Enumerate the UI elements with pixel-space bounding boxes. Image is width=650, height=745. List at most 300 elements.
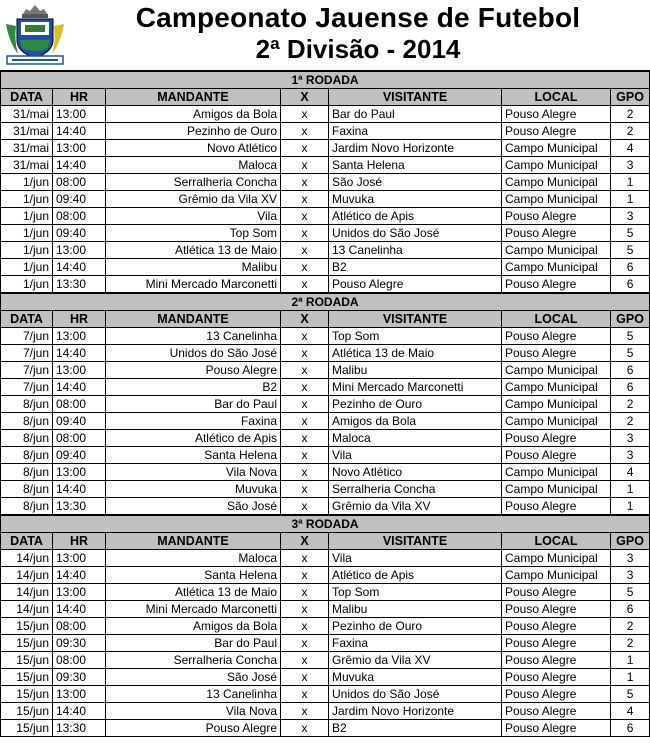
group-cell: 3 bbox=[611, 567, 650, 584]
group-cell: 1 bbox=[611, 498, 650, 516]
venue-cell: Campo Municipal bbox=[502, 259, 611, 276]
home-team-cell: Amigos da Bola bbox=[106, 618, 281, 635]
date-cell: 15/jun bbox=[1, 652, 53, 669]
venue-cell: Pouso Alegre bbox=[502, 652, 611, 669]
group-cell: 2 bbox=[611, 396, 650, 413]
group-cell: 2 bbox=[611, 106, 650, 123]
venue-cell: Campo Municipal bbox=[502, 481, 611, 498]
fixtures-table bbox=[0, 70, 650, 737]
versus-cell: x bbox=[281, 584, 329, 601]
group-cell: 1 bbox=[611, 669, 650, 686]
hour-cell: 08:00 bbox=[53, 652, 106, 669]
home-team-cell: Atlética 13 de Maio bbox=[106, 242, 281, 259]
home-team-cell: Atlético de Apis bbox=[106, 430, 281, 447]
date-cell: 8/jun bbox=[1, 430, 53, 447]
away-team-cell: Bar do Paul bbox=[329, 106, 502, 123]
group-cell: 6 bbox=[611, 601, 650, 618]
table-row bbox=[1, 686, 650, 703]
venue-cell: Campo Municipal bbox=[502, 362, 611, 379]
versus-cell: x bbox=[281, 720, 329, 737]
page-subtitle: 2ª Divisão - 2014 bbox=[255, 34, 461, 64]
column-header-group: GPO bbox=[611, 89, 650, 106]
versus-cell: x bbox=[281, 174, 329, 191]
versus-cell: x bbox=[281, 242, 329, 259]
group-cell: 3 bbox=[611, 208, 650, 225]
home-team-cell: Bar do Paul bbox=[106, 396, 281, 413]
away-team-cell: Pezinho de Ouro bbox=[329, 618, 502, 635]
group-cell: 6 bbox=[611, 720, 650, 737]
home-team-cell: Pouso Alegre bbox=[106, 720, 281, 737]
group-cell: 3 bbox=[611, 447, 650, 464]
column-header-venue: LOCAL bbox=[502, 89, 611, 106]
away-team-cell: Atlética 13 de Maio bbox=[329, 345, 502, 362]
table-row bbox=[1, 106, 650, 123]
hour-cell: 13:00 bbox=[53, 686, 106, 703]
home-team-cell: Unidos do São José bbox=[106, 345, 281, 362]
venue-cell: Pouso Alegre bbox=[502, 208, 611, 225]
venue-cell: Campo Municipal bbox=[502, 567, 611, 584]
home-team-cell: Vila Nova bbox=[106, 464, 281, 481]
venue-cell: Pouso Alegre bbox=[502, 345, 611, 362]
away-team-cell: Top Som bbox=[329, 328, 502, 345]
table-row bbox=[1, 635, 650, 652]
away-team-cell: Maloca bbox=[329, 430, 502, 447]
column-header-date: DATA bbox=[1, 533, 53, 550]
hour-cell: 09:40 bbox=[53, 191, 106, 208]
column-header-hour: HR bbox=[53, 311, 106, 328]
hour-cell: 14:40 bbox=[53, 481, 106, 498]
table-row bbox=[1, 379, 650, 396]
group-cell: 5 bbox=[611, 584, 650, 601]
versus-cell: x bbox=[281, 259, 329, 276]
table-row bbox=[1, 328, 650, 345]
column-header-away-team: VISITANTE bbox=[329, 311, 502, 328]
hour-cell: 14:40 bbox=[53, 259, 106, 276]
versus-cell: x bbox=[281, 123, 329, 140]
versus-cell: x bbox=[281, 652, 329, 669]
away-team-cell: Serralheria Concha bbox=[329, 481, 502, 498]
date-cell: 15/jun bbox=[1, 635, 53, 652]
versus-cell: x bbox=[281, 550, 329, 567]
date-cell: 1/jun bbox=[1, 208, 53, 225]
away-team-cell: Vila bbox=[329, 447, 502, 464]
versus-cell: x bbox=[281, 498, 329, 516]
city-crest-icon bbox=[4, 2, 66, 66]
away-team-cell: São José bbox=[329, 174, 502, 191]
hour-cell: 08:00 bbox=[53, 618, 106, 635]
away-team-cell: Atlético de Apis bbox=[329, 567, 502, 584]
group-cell: 2 bbox=[611, 618, 650, 635]
table-row bbox=[1, 584, 650, 601]
column-header-away-team: VISITANTE bbox=[329, 89, 502, 106]
column-header-group: GPO bbox=[611, 311, 650, 328]
table-row bbox=[1, 362, 650, 379]
venue-cell: Campo Municipal bbox=[502, 550, 611, 567]
venue-cell: Campo Municipal bbox=[502, 174, 611, 191]
date-cell: 14/jun bbox=[1, 601, 53, 618]
hour-cell: 14:40 bbox=[53, 379, 106, 396]
column-header-versus: X bbox=[281, 533, 329, 550]
table-row bbox=[1, 720, 650, 737]
page-title: Campeonato Jauense de Futebol bbox=[135, 2, 581, 33]
venue-cell: Pouso Alegre bbox=[502, 123, 611, 140]
group-cell: 1 bbox=[611, 174, 650, 191]
group-cell: 6 bbox=[611, 259, 650, 276]
table-row bbox=[1, 550, 650, 567]
date-cell: 31/mai bbox=[1, 106, 53, 123]
home-team-cell: Santa Helena bbox=[106, 447, 281, 464]
home-team-cell: São José bbox=[106, 498, 281, 516]
versus-cell: x bbox=[281, 225, 329, 242]
home-team-cell: Maloca bbox=[106, 550, 281, 567]
home-team-cell: São José bbox=[106, 669, 281, 686]
versus-cell: x bbox=[281, 396, 329, 413]
group-cell: 6 bbox=[611, 276, 650, 294]
date-cell: 31/mai bbox=[1, 140, 53, 157]
round-title: 2ª RODADA bbox=[1, 293, 650, 311]
group-cell: 5 bbox=[611, 686, 650, 703]
date-cell: 8/jun bbox=[1, 498, 53, 516]
away-team-cell: Jardim Novo Horizonte bbox=[329, 140, 502, 157]
versus-cell: x bbox=[281, 140, 329, 157]
date-cell: 14/jun bbox=[1, 550, 53, 567]
venue-cell: Campo Municipal bbox=[502, 413, 611, 430]
away-team-cell: Pezinho de Ouro bbox=[329, 396, 502, 413]
home-team-cell: Malibu bbox=[106, 259, 281, 276]
away-team-cell: Malibu bbox=[329, 601, 502, 618]
hour-cell: 13:00 bbox=[53, 550, 106, 567]
home-team-cell: Top Som bbox=[106, 225, 281, 242]
column-header-date: DATA bbox=[1, 311, 53, 328]
home-team-cell: Atlética 13 de Maio bbox=[106, 584, 281, 601]
table-row bbox=[1, 259, 650, 276]
away-team-cell: Amigos da Bola bbox=[329, 413, 502, 430]
venue-cell: Pouso Alegre bbox=[502, 430, 611, 447]
versus-cell: x bbox=[281, 379, 329, 396]
hour-cell: 08:00 bbox=[53, 208, 106, 225]
versus-cell: x bbox=[281, 447, 329, 464]
versus-cell: x bbox=[281, 328, 329, 345]
hour-cell: 13:00 bbox=[53, 362, 106, 379]
hour-cell: 13:00 bbox=[53, 328, 106, 345]
table-row bbox=[1, 225, 650, 242]
venue-cell: Pouso Alegre bbox=[502, 106, 611, 123]
table-row bbox=[1, 567, 650, 584]
venue-cell: Campo Municipal bbox=[502, 396, 611, 413]
versus-cell: x bbox=[281, 703, 329, 720]
hour-cell: 14:40 bbox=[53, 567, 106, 584]
away-team-cell: Vila bbox=[329, 550, 502, 567]
round-header bbox=[1, 71, 650, 89]
venue-cell: Pouso Alegre bbox=[502, 498, 611, 516]
hour-cell: 08:00 bbox=[53, 174, 106, 191]
venue-cell: Pouso Alegre bbox=[502, 328, 611, 345]
away-team-cell: Faxina bbox=[329, 123, 502, 140]
home-team-cell: Maloca bbox=[106, 157, 281, 174]
venue-cell: Campo Municipal bbox=[502, 140, 611, 157]
date-cell: 7/jun bbox=[1, 362, 53, 379]
versus-cell: x bbox=[281, 430, 329, 447]
hour-cell: 14:40 bbox=[53, 345, 106, 362]
home-team-cell: Bar do Paul bbox=[106, 635, 281, 652]
versus-cell: x bbox=[281, 106, 329, 123]
away-team-cell: Top Som bbox=[329, 584, 502, 601]
home-team-cell: Faxina bbox=[106, 413, 281, 430]
date-cell: 14/jun bbox=[1, 567, 53, 584]
versus-cell: x bbox=[281, 635, 329, 652]
versus-cell: x bbox=[281, 601, 329, 618]
hour-cell: 13:00 bbox=[53, 140, 106, 157]
hour-cell: 09:30 bbox=[53, 635, 106, 652]
venue-cell: Pouso Alegre bbox=[502, 601, 611, 618]
hour-cell: 13:00 bbox=[53, 242, 106, 259]
hour-cell: 09:40 bbox=[53, 225, 106, 242]
group-cell: 3 bbox=[611, 430, 650, 447]
table-row bbox=[1, 174, 650, 191]
away-team-cell: Faxina bbox=[329, 635, 502, 652]
table-row bbox=[1, 464, 650, 481]
away-team-cell: 13 Canelinha bbox=[329, 242, 502, 259]
home-team-cell: Amigos da Bola bbox=[106, 106, 281, 123]
hour-cell: 09:30 bbox=[53, 669, 106, 686]
away-team-cell: Novo Atlético bbox=[329, 464, 502, 481]
table-row bbox=[1, 208, 650, 225]
page-header bbox=[0, 0, 650, 70]
date-cell: 1/jun bbox=[1, 191, 53, 208]
date-cell: 8/jun bbox=[1, 447, 53, 464]
hour-cell: 13:00 bbox=[53, 584, 106, 601]
home-team-cell: 13 Canelinha bbox=[106, 686, 281, 703]
group-cell: 1 bbox=[611, 191, 650, 208]
column-header-row bbox=[1, 89, 650, 106]
column-header-home-team: MANDANTE bbox=[106, 311, 281, 328]
away-team-cell: Pouso Alegre bbox=[329, 276, 502, 294]
table-row bbox=[1, 447, 650, 464]
home-team-cell: Santa Helena bbox=[106, 567, 281, 584]
round-title: 3ª RODADA bbox=[1, 515, 650, 533]
home-team-cell: Mini Mercado Marconetti bbox=[106, 601, 281, 618]
group-cell: 6 bbox=[611, 362, 650, 379]
home-team-cell: Mini Mercado Marconetti bbox=[106, 276, 281, 294]
table-row bbox=[1, 157, 650, 174]
home-team-cell: Vila bbox=[106, 208, 281, 225]
group-cell: 5 bbox=[611, 225, 650, 242]
date-cell: 31/mai bbox=[1, 123, 53, 140]
hour-cell: 08:00 bbox=[53, 396, 106, 413]
column-header-hour: HR bbox=[53, 89, 106, 106]
table-row bbox=[1, 669, 650, 686]
hour-cell: 13:00 bbox=[53, 106, 106, 123]
table-row bbox=[1, 396, 650, 413]
hour-cell: 13:00 bbox=[53, 464, 106, 481]
column-header-row bbox=[1, 311, 650, 328]
table-row bbox=[1, 652, 650, 669]
column-header-row bbox=[1, 533, 650, 550]
versus-cell: x bbox=[281, 208, 329, 225]
group-cell: 5 bbox=[611, 242, 650, 259]
table-row bbox=[1, 345, 650, 362]
column-header-versus: X bbox=[281, 311, 329, 328]
date-cell: 1/jun bbox=[1, 259, 53, 276]
date-cell: 7/jun bbox=[1, 345, 53, 362]
date-cell: 15/jun bbox=[1, 618, 53, 635]
group-cell: 3 bbox=[611, 550, 650, 567]
home-team-cell: Pouso Alegre bbox=[106, 362, 281, 379]
venue-cell: Pouso Alegre bbox=[502, 225, 611, 242]
away-team-cell: B2 bbox=[329, 259, 502, 276]
venue-cell: Pouso Alegre bbox=[502, 669, 611, 686]
date-cell: 31/mai bbox=[1, 157, 53, 174]
home-team-cell: Pezinho de Ouro bbox=[106, 123, 281, 140]
fixtures-body bbox=[1, 71, 650, 737]
table-row bbox=[1, 276, 650, 294]
table-row bbox=[1, 140, 650, 157]
column-header-venue: LOCAL bbox=[502, 311, 611, 328]
away-team-cell: Jardim Novo Horizonte bbox=[329, 703, 502, 720]
group-cell: 1 bbox=[611, 481, 650, 498]
group-cell: 6 bbox=[611, 379, 650, 396]
round-header bbox=[1, 293, 650, 311]
group-cell: 1 bbox=[611, 652, 650, 669]
away-team-cell: Malibu bbox=[329, 362, 502, 379]
table-row bbox=[1, 703, 650, 720]
away-team-cell: Unidos do São José bbox=[329, 225, 502, 242]
home-team-cell: Serralheria Concha bbox=[106, 652, 281, 669]
column-header-versus: X bbox=[281, 89, 329, 106]
column-header-away-team: VISITANTE bbox=[329, 533, 502, 550]
home-team-cell: Vila Nova bbox=[106, 703, 281, 720]
table-row bbox=[1, 430, 650, 447]
group-cell: 5 bbox=[611, 328, 650, 345]
venue-cell: Pouso Alegre bbox=[502, 447, 611, 464]
column-header-home-team: MANDANTE bbox=[106, 89, 281, 106]
date-cell: 15/jun bbox=[1, 720, 53, 737]
date-cell: 7/jun bbox=[1, 379, 53, 396]
versus-cell: x bbox=[281, 464, 329, 481]
date-cell: 1/jun bbox=[1, 174, 53, 191]
venue-cell: Campo Municipal bbox=[502, 379, 611, 396]
away-team-cell: B2 bbox=[329, 720, 502, 737]
venue-cell: Pouso Alegre bbox=[502, 276, 611, 294]
column-header-hour: HR bbox=[53, 533, 106, 550]
versus-cell: x bbox=[281, 362, 329, 379]
group-cell: 2 bbox=[611, 635, 650, 652]
hour-cell: 08:00 bbox=[53, 430, 106, 447]
date-cell: 15/jun bbox=[1, 686, 53, 703]
away-team-cell: Mini Mercado Marconetti bbox=[329, 379, 502, 396]
date-cell: 7/jun bbox=[1, 328, 53, 345]
group-cell: 5 bbox=[611, 345, 650, 362]
hour-cell: 14:40 bbox=[53, 157, 106, 174]
hour-cell: 14:40 bbox=[53, 703, 106, 720]
date-cell: 8/jun bbox=[1, 481, 53, 498]
table-row bbox=[1, 498, 650, 516]
home-team-cell: Novo Atlético bbox=[106, 140, 281, 157]
versus-cell: x bbox=[281, 567, 329, 584]
versus-cell: x bbox=[281, 345, 329, 362]
venue-cell: Pouso Alegre bbox=[502, 703, 611, 720]
round-title: 1ª RODADA bbox=[1, 71, 650, 89]
date-cell: 1/jun bbox=[1, 225, 53, 242]
date-cell: 8/jun bbox=[1, 464, 53, 481]
venue-cell: Pouso Alegre bbox=[502, 618, 611, 635]
versus-cell: x bbox=[281, 413, 329, 430]
group-cell: 4 bbox=[611, 464, 650, 481]
hour-cell: 14:40 bbox=[53, 123, 106, 140]
column-header-date: DATA bbox=[1, 89, 53, 106]
hour-cell: 13:30 bbox=[53, 720, 106, 737]
group-cell: 4 bbox=[611, 140, 650, 157]
date-cell: 15/jun bbox=[1, 669, 53, 686]
versus-cell: x bbox=[281, 481, 329, 498]
hour-cell: 09:40 bbox=[53, 447, 106, 464]
away-team-cell: Santa Helena bbox=[329, 157, 502, 174]
column-header-venue: LOCAL bbox=[502, 533, 611, 550]
away-team-cell: Grêmio da Vila XV bbox=[329, 652, 502, 669]
versus-cell: x bbox=[281, 686, 329, 703]
group-cell: 2 bbox=[611, 413, 650, 430]
venue-cell: Pouso Alegre bbox=[502, 584, 611, 601]
column-header-home-team: MANDANTE bbox=[106, 533, 281, 550]
venue-cell: Campo Municipal bbox=[502, 242, 611, 259]
home-team-cell: Serralheria Concha bbox=[106, 174, 281, 191]
venue-cell: Pouso Alegre bbox=[502, 720, 611, 737]
home-team-cell: Muvuka bbox=[106, 481, 281, 498]
versus-cell: x bbox=[281, 191, 329, 208]
away-team-cell: Unidos do São José bbox=[329, 686, 502, 703]
venue-cell: Campo Municipal bbox=[502, 191, 611, 208]
date-cell: 1/jun bbox=[1, 242, 53, 259]
date-cell: 14/jun bbox=[1, 584, 53, 601]
table-row bbox=[1, 618, 650, 635]
away-team-cell: Atlético de Apis bbox=[329, 208, 502, 225]
table-row bbox=[1, 123, 650, 140]
table-row bbox=[1, 242, 650, 259]
table-row bbox=[1, 413, 650, 430]
date-cell: 15/jun bbox=[1, 703, 53, 720]
table-row bbox=[1, 481, 650, 498]
table-row bbox=[1, 191, 650, 208]
group-cell: 2 bbox=[611, 123, 650, 140]
versus-cell: x bbox=[281, 618, 329, 635]
home-team-cell: B2 bbox=[106, 379, 281, 396]
away-team-cell: Muvuka bbox=[329, 669, 502, 686]
venue-cell: Pouso Alegre bbox=[502, 686, 611, 703]
versus-cell: x bbox=[281, 157, 329, 174]
hour-cell: 13:30 bbox=[53, 276, 106, 294]
venue-cell: Pouso Alegre bbox=[502, 635, 611, 652]
round-header bbox=[1, 515, 650, 533]
home-team-cell: 13 Canelinha bbox=[106, 328, 281, 345]
venue-cell: Campo Municipal bbox=[502, 464, 611, 481]
table-row bbox=[1, 601, 650, 618]
hour-cell: 13:30 bbox=[53, 498, 106, 516]
away-team-cell: Muvuka bbox=[329, 191, 502, 208]
versus-cell: x bbox=[281, 669, 329, 686]
date-cell: 8/jun bbox=[1, 413, 53, 430]
date-cell: 8/jun bbox=[1, 396, 53, 413]
home-team-cell: Grêmio da Vila XV bbox=[106, 191, 281, 208]
versus-cell: x bbox=[281, 276, 329, 294]
date-cell: 1/jun bbox=[1, 276, 53, 294]
column-header-group: GPO bbox=[611, 533, 650, 550]
hour-cell: 09:40 bbox=[53, 413, 106, 430]
away-team-cell: Grêmio da Vila XV bbox=[329, 498, 502, 516]
hour-cell: 14:40 bbox=[53, 601, 106, 618]
venue-cell: Campo Municipal bbox=[502, 157, 611, 174]
group-cell: 3 bbox=[611, 157, 650, 174]
group-cell: 4 bbox=[611, 703, 650, 720]
